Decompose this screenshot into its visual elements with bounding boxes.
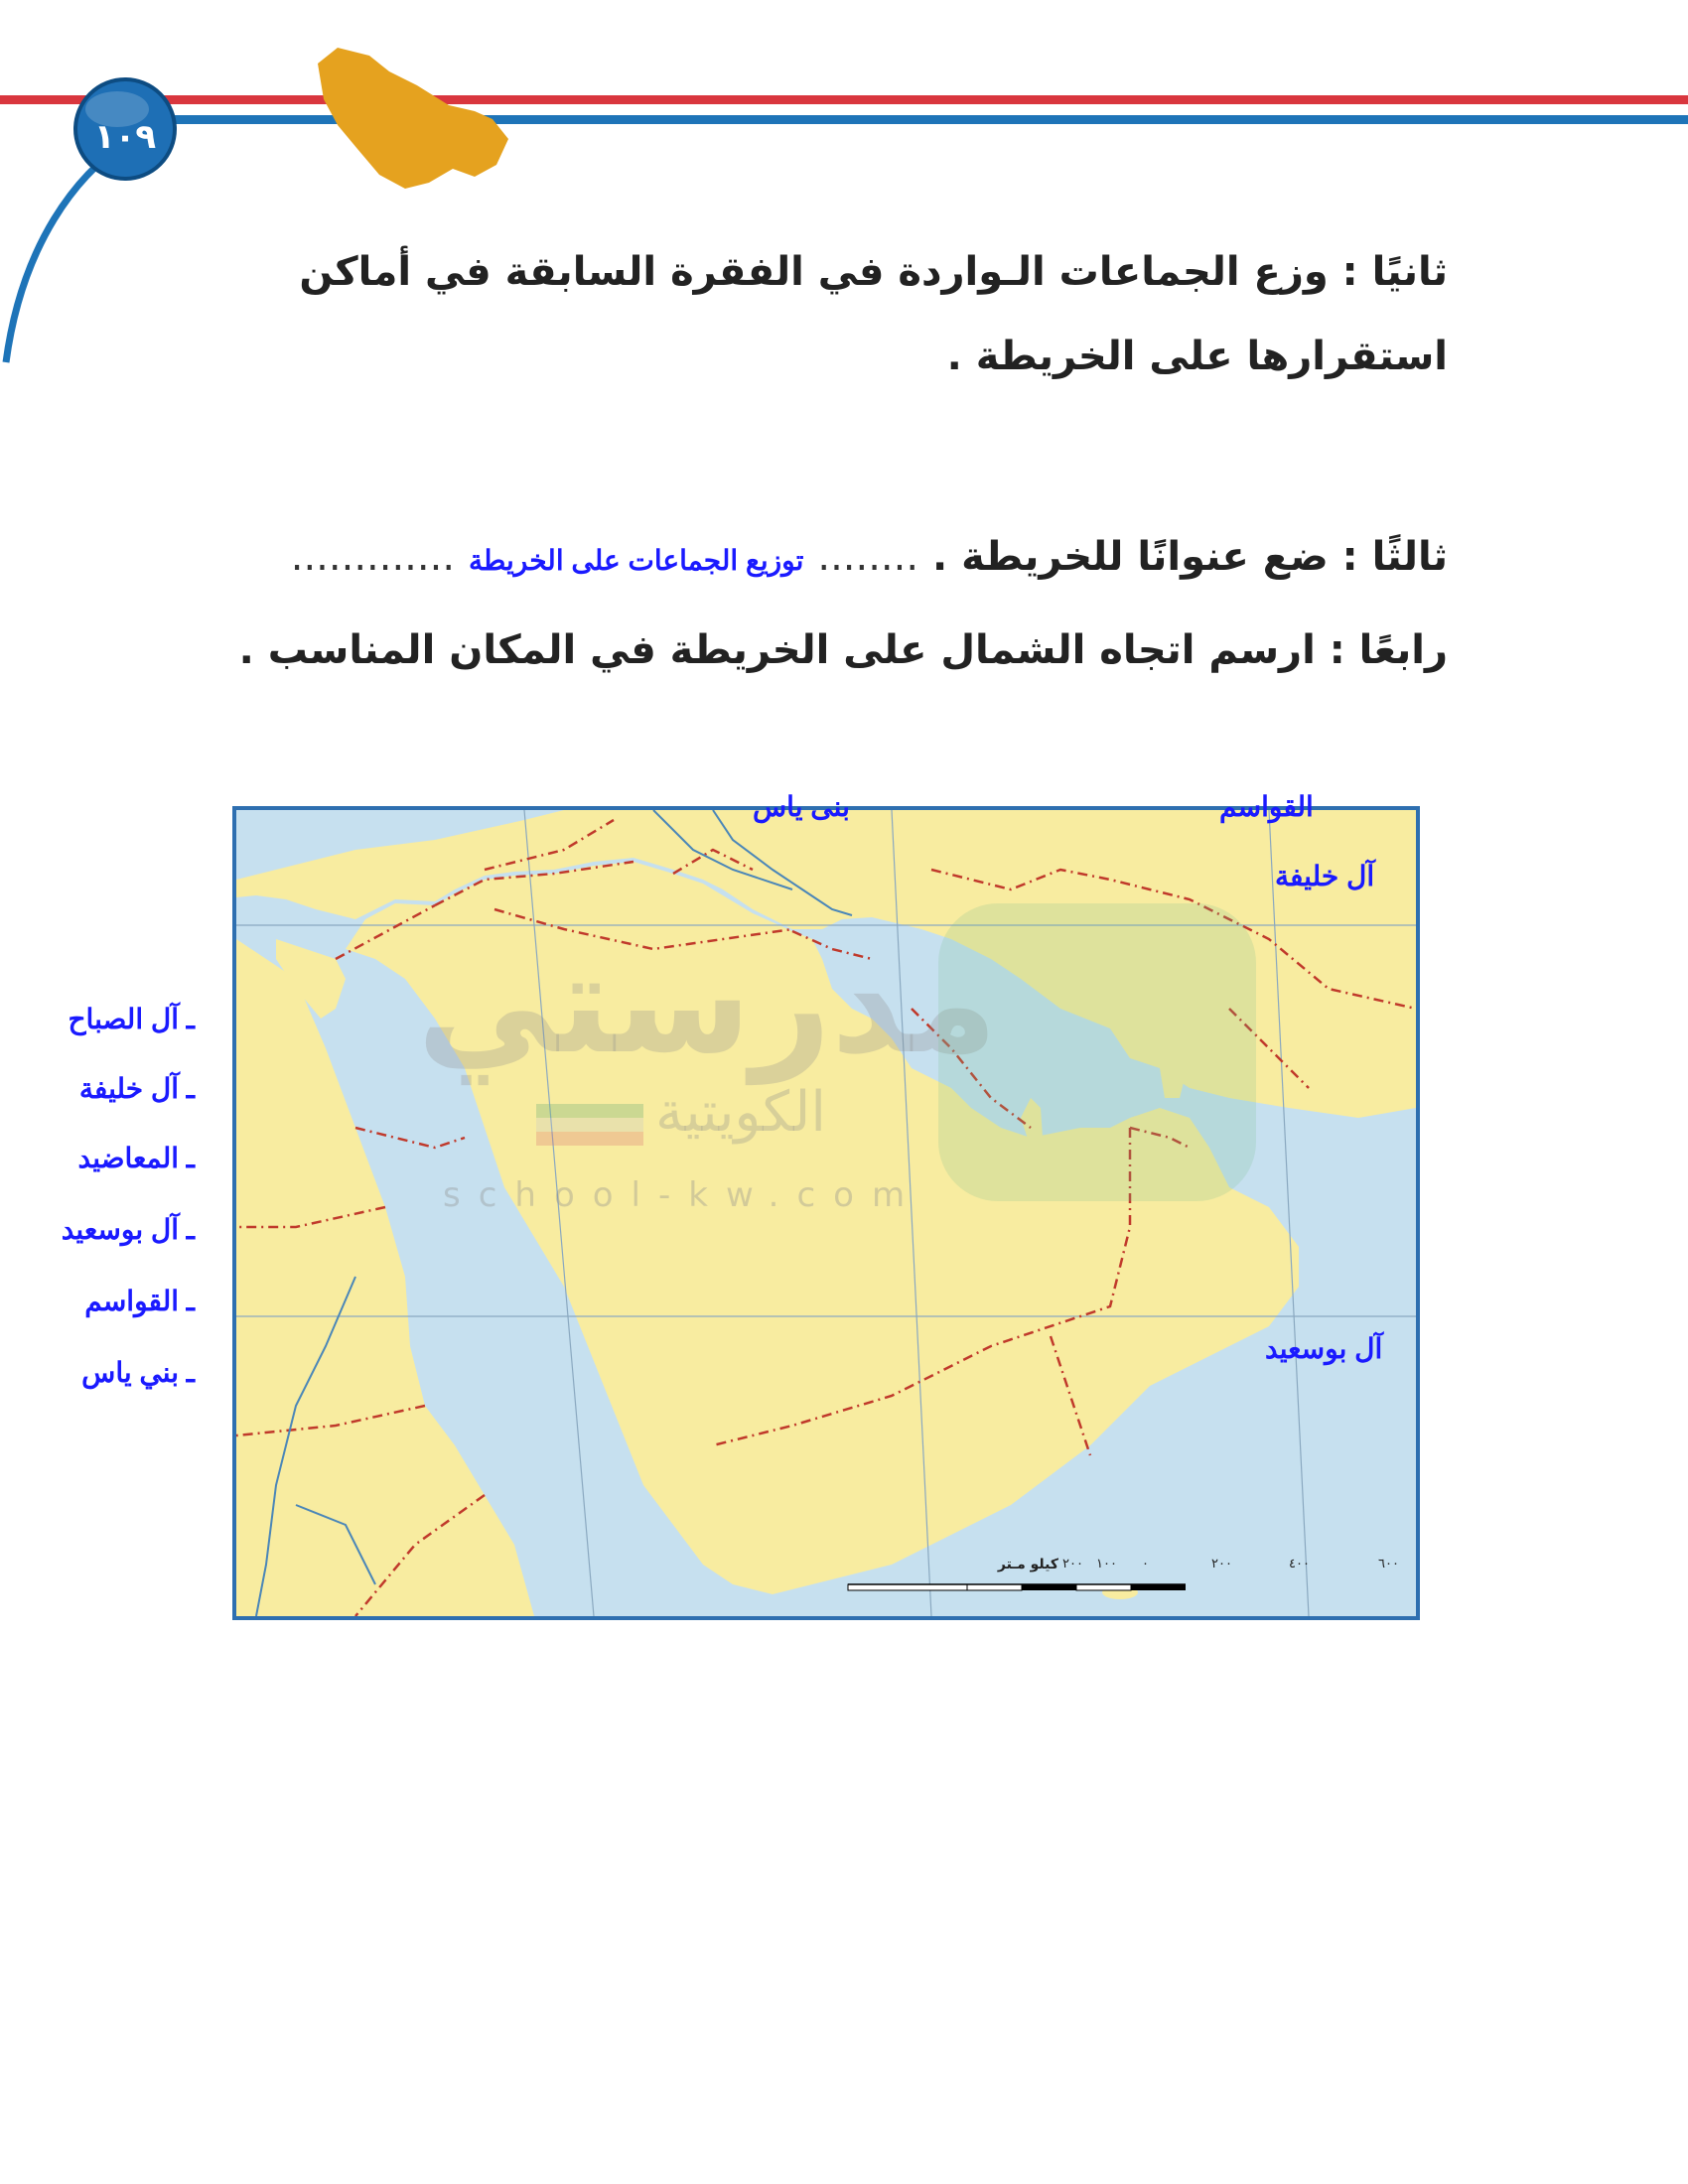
watermark-flag-icon bbox=[536, 1104, 643, 1148]
arabia-map-icon bbox=[318, 48, 508, 189]
map-label-al-khalifa: آل خليفة bbox=[1275, 861, 1375, 891]
watermark-title: مدرستي bbox=[417, 923, 998, 1085]
dots-b: ............. bbox=[290, 534, 456, 580]
map-label-al-busaid: آل بوسعيد bbox=[1265, 1333, 1383, 1364]
scale-tick-2: ٠ bbox=[1142, 1557, 1149, 1571]
map-label-bani-yas: بنى ياس bbox=[753, 791, 850, 822]
question-third-prefix: ثالثًا : ضع عنوانًا للخريطة . bbox=[932, 534, 1448, 580]
dots-a: ........ bbox=[817, 534, 919, 580]
group-list-item: ـ آل خليفة bbox=[78, 1073, 195, 1104]
watermark-url: school-kw.com bbox=[443, 1175, 923, 1215]
scale-tick-1: ١٠٠ bbox=[1096, 1557, 1117, 1571]
page-number: ١٠٩ bbox=[93, 117, 157, 157]
question-third bbox=[291, 534, 1448, 580]
scale-unit-label: كيلو مـتر bbox=[997, 1557, 1058, 1572]
watermark-subtitle: الكويتية bbox=[655, 1080, 826, 1145]
group-list-item: ـ آل بوسعيد bbox=[61, 1214, 195, 1245]
scale-tick-4: ٤٠٠ bbox=[1289, 1557, 1310, 1571]
group-list-item: ـ آل الصباح bbox=[68, 1004, 195, 1034]
watermark-logo-icon bbox=[938, 903, 1256, 1201]
question-fourth: رابعًا : ارسم اتجاه الشمال على الخريطة في المكان المناسب . bbox=[238, 627, 1448, 673]
group-list-item: ـ بني ياس bbox=[81, 1357, 195, 1388]
question-second: ثانيًا : وزع الجماعات الـواردة في الفقرة السابقة في أماكن استقرارها على الخريطة . bbox=[299, 249, 1448, 379]
group-list-item: ـ القواسم bbox=[84, 1286, 195, 1316]
group-list-item: ـ المعاضيد bbox=[77, 1143, 195, 1173]
map-title-answer: توزيع الجماعات على الخريطة bbox=[468, 545, 804, 576]
scale-tick-3: ٢٠٠ bbox=[1211, 1557, 1232, 1571]
map-label-qawasim: القواسم bbox=[1219, 791, 1314, 822]
scale-tick-0: ٢٠٠ bbox=[1062, 1557, 1083, 1571]
map-scale-bar bbox=[848, 1584, 1186, 1590]
scale-tick-5: ٦٠٠ bbox=[1378, 1557, 1399, 1571]
